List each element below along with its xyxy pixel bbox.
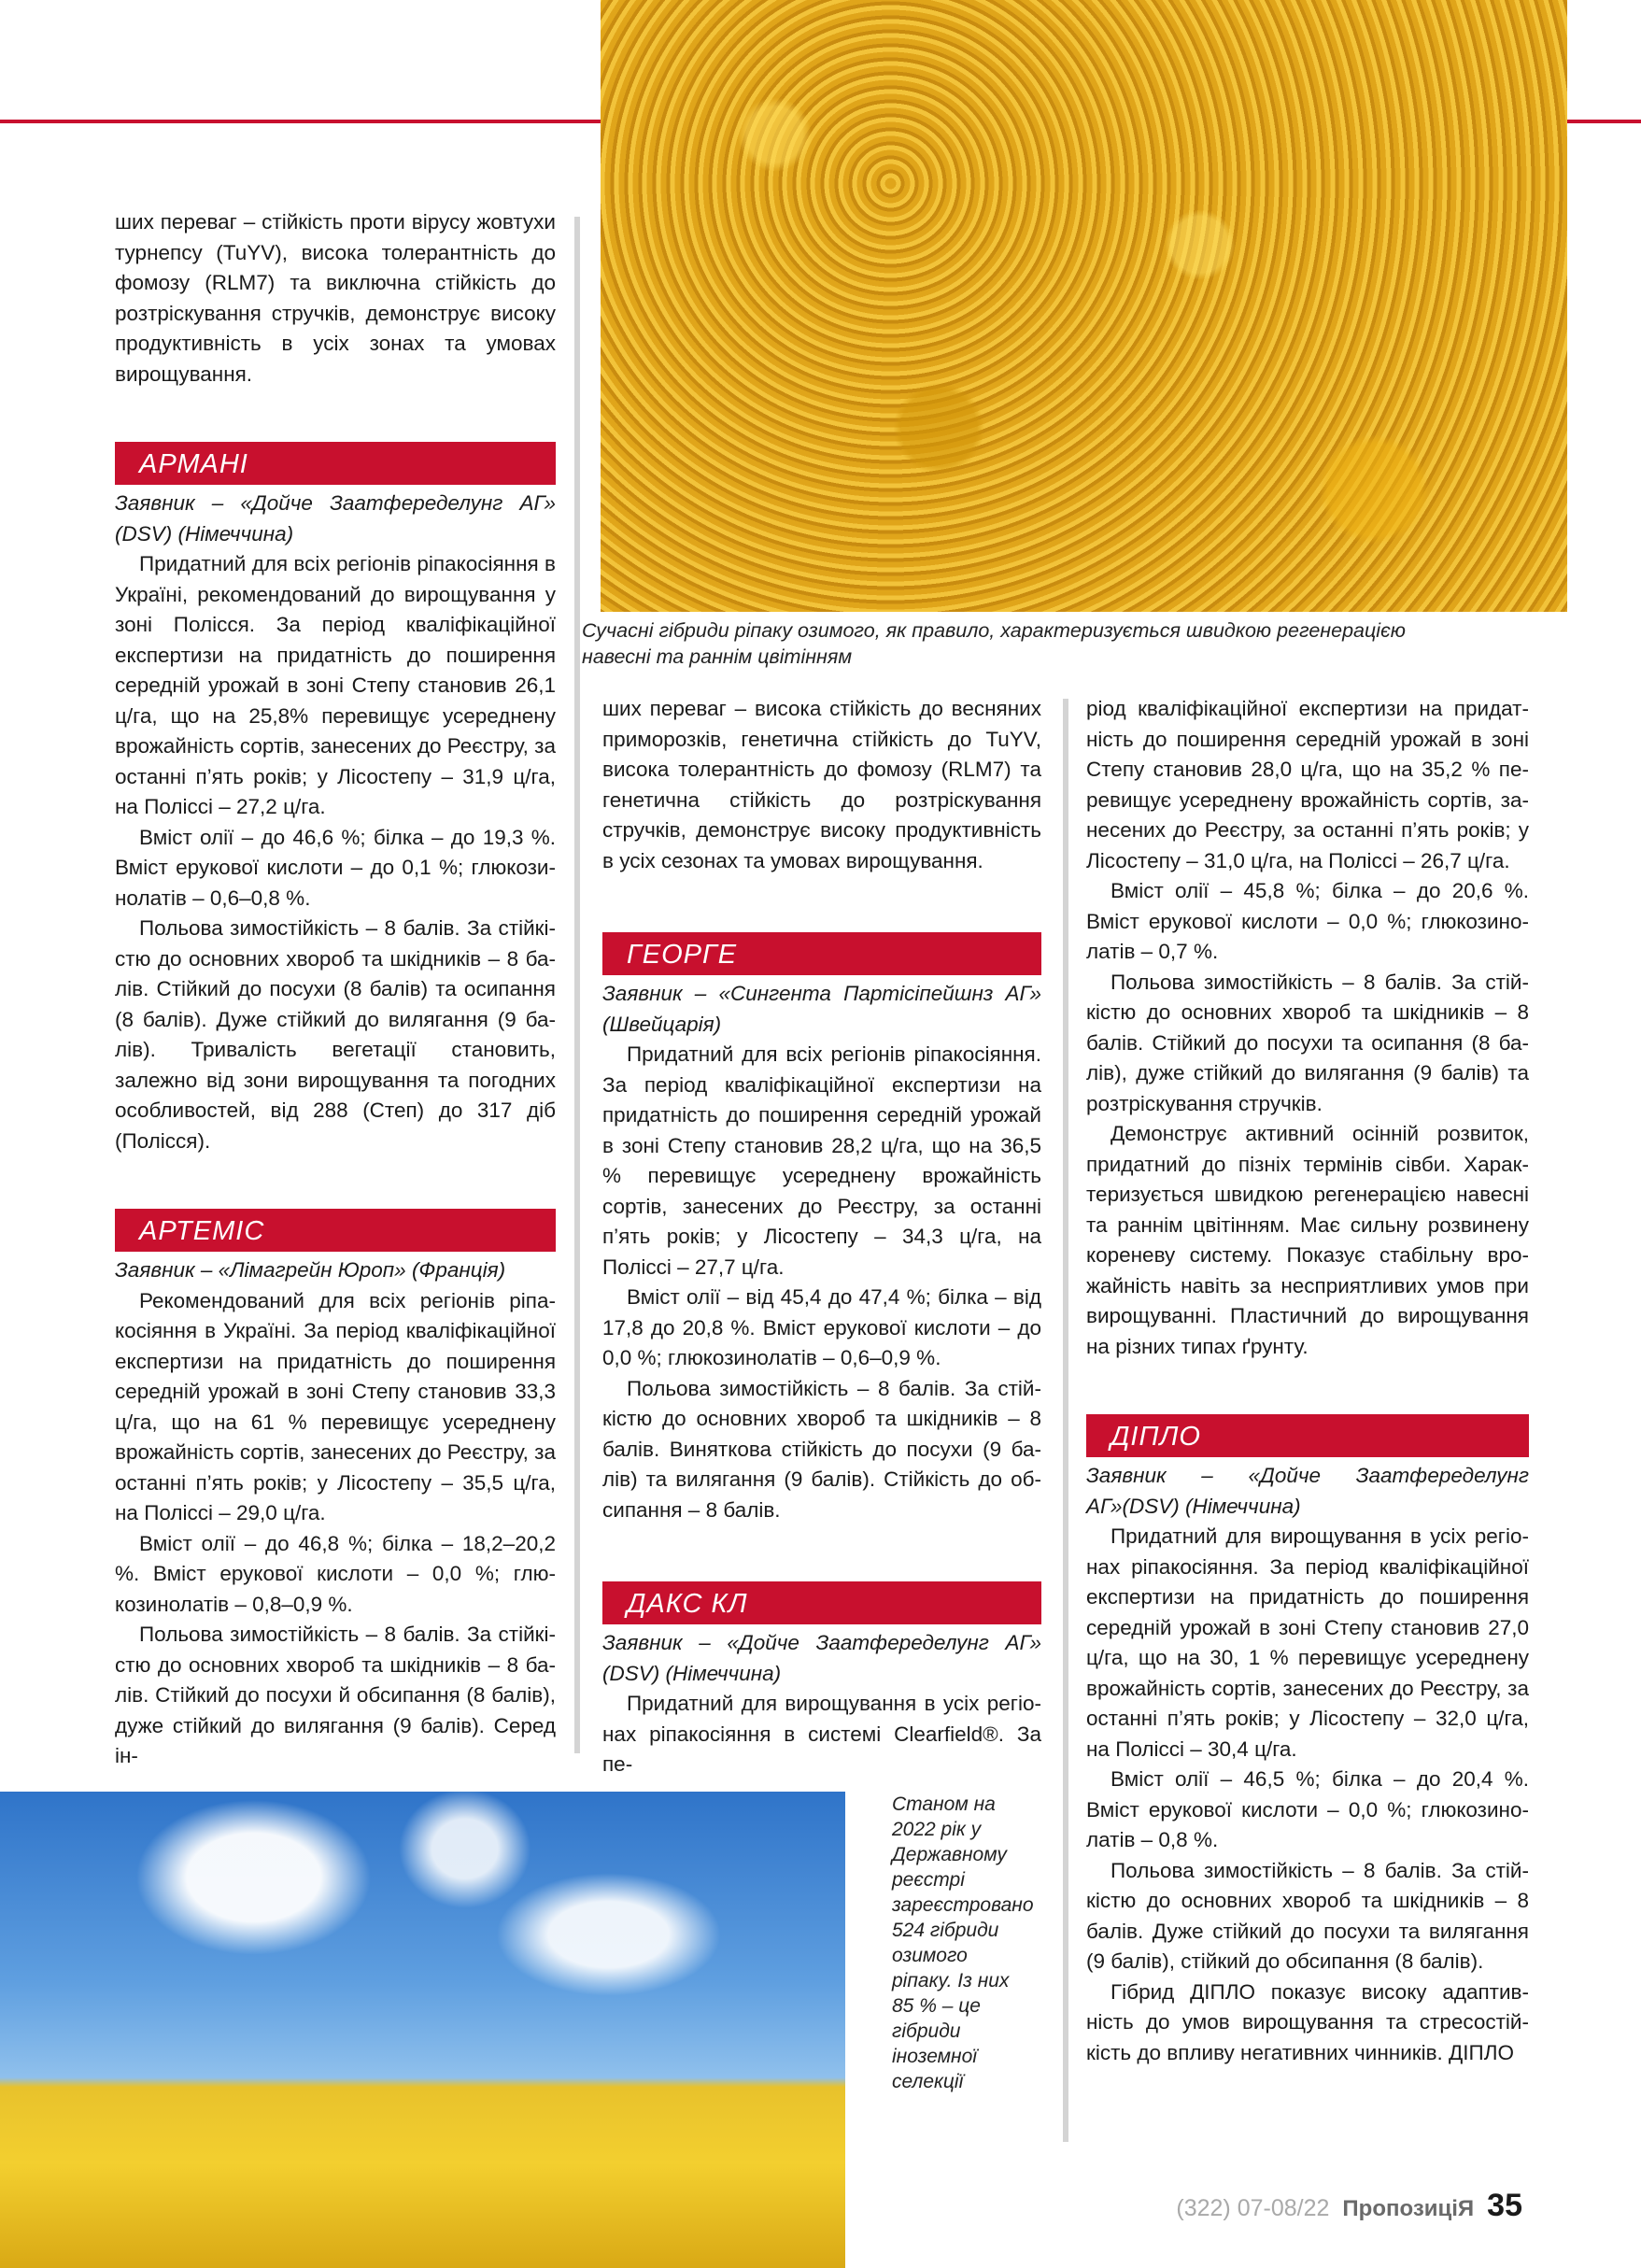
header-rule-left — [0, 120, 601, 123]
section-heading-artemis: АРТЕМІС — [115, 1209, 556, 1252]
side-note: Станом на 2022 рік у Державному реєстрі зареєстровано 524 гібриди озимого ріпаку. Із них 85 % – це гібриди іноземної селекції — [892, 1793, 1034, 2092]
rapeseed-sky-photo — [0, 1792, 845, 2268]
paragraph: Польова зимостійкість – 8 балів. За стійкістю до основних хвороб та шкідників – 8 балів. Дуже стійкий до посухи та вилягання (9 балів), стійкий до обсипання (8 балів). — [1086, 1858, 1529, 1973]
continued-text: ріод кваліфікаційної експертизи на придатність до поширення середній урожай в зоні Степу становив 28,0 ц/га, що на 35,2 % перевищує усереднену врожайність сортів, занесених до Реєстру, за останні п’ять років; у Лісостепу – 31,0 ц/га, на Поліссі – 26,7 ц/га. — [1086, 697, 1529, 872]
paragraph: Вміст олії – від 45,4 до 47,4 %; білка – від 17,8 до 20,8 %. Вміст ерукової кислоти – до 0,0 %; глюкозинолатів – 0,6–0,9 %. — [602, 1285, 1041, 1369]
magazine-logo: ПропозиціЯ — [1342, 2196, 1475, 2221]
continued-text: ших переваг – стійкість проти вірусу жовтухи турнепсу (TuYV), висока толерантність до фомозу (RLM7) та виключна стійкість до розтріскування стручків, демонструє високу продуктивність в усіх зонах та умовах вирощування. — [115, 210, 556, 386]
rapeseed-field-photo — [601, 0, 1567, 612]
column-rule-3 — [1063, 699, 1068, 2142]
paragraph: Вміст олії – 45,8 %; білка – до 20,6 %. Вміст ерукової кислоти – 0,0 %; глюкозинолатів – 0,7 %. — [1086, 879, 1529, 963]
paragraph: Демонструє активний осінній розвиток, придатний до пізніх термінів сівби. Характеризується швидкою регенерацією навесні та раннім цвітінням. Має сильну розвинену кореневу систему. Показує стабільну врожайність навіть за несприятливих умов при вирощуванні. Пластичний до вирощування на різних типах ґрунту. — [1086, 1122, 1529, 1358]
section-heading-george: ГЕОРГЕ — [602, 932, 1041, 975]
page-footer — [1176, 2188, 1522, 2225]
column-rule-1 — [574, 217, 580, 1753]
column-2 — [602, 694, 1041, 1780]
paragraph: Вміст олії – 46,5 %; білка – до 20,4 %. Вміст ерукової кислоти – 0,0 %; глюкозинолатів – 0,8 %. — [1086, 1767, 1529, 1851]
paragraph: Польова зимостійкість – 8 балів. За стійкістю до основних хвороб та шкідників – 8 балів. Стійкий до посухи (8 балів) та осипання (8 балів). Дуже стійкий до вилягання (9 балів). Тривалість вегетації становить, залежно від зони вирощування та погодних особливостей, від 288 (Степ) до 317 діб (Полісся). — [115, 916, 556, 1153]
page-number: 35 — [1487, 2188, 1522, 2223]
section-heading-dax: ДАКС КЛ — [602, 1581, 1041, 1624]
section-heading-armani: АРМАНІ — [115, 442, 556, 485]
paragraph: Вміст олії – до 46,6 %; білка – до 19,3 %. Вміст ерукової кислоти – до 0,1 %; глюкозинолатів – 0,6–0,8 %. — [115, 825, 556, 910]
issue-number: (322) 07-08/22 — [1176, 2195, 1330, 2221]
section-heading-diplo: ДІПЛО — [1086, 1414, 1529, 1457]
column-3 — [1086, 694, 1529, 2068]
paragraph: Гібрид ДІПЛО показує високу адаптивність до умов вирощування та стресостійкість до впливу негативних чинників. ДІПЛО — [1086, 1979, 1529, 2064]
applicant-diplo: Заявник – «Дойче Заатфеределунг АГ»(DSV) (Німеччина) — [1086, 1464, 1529, 1518]
header-rule-right — [1567, 120, 1641, 123]
paragraph: Польова зимостійкість – 8 балів. За стійкістю до основних хвороб та шкідників – 8 балів. Виняткова стійкість до посухи (9 балів) та вилягання (9 балів). Стійкість до обсипання – 8 балів. — [602, 1376, 1041, 1522]
paragraph: Вміст олії – до 46,8 %; білка – 18,2–20,2 %. Вміст ерукової кислоти – 0,0 %; глюкозинолатів – 0,8–0,9 %. — [115, 1531, 556, 1616]
continued-text: ших переваг – висока стійкість до весняних приморозків, генетична стійкість до TuYV, висока толерантність до фомозу (RLM7) та генетична стійкість до розтріскування стручків, демонструє високу продуктивність в усіх сезонах та умовах вирощування. — [602, 697, 1041, 872]
paragraph: Придатний для всіх регіонів ріпакосіяння. За період кваліфікаційної експертизи на придатність до поширення середній урожай в зоні Степу становив 28,2 ц/га, що на 36,5 % перевищує усереднену врожайність сортів, занесених до Реєстру, за останні п’ять років; у Лісостепу – 34,3 ц/га, на Поліссі – 27,7 ц/га. — [602, 1042, 1041, 1279]
paragraph: Рекомендований для всіх регіонів ріпакосіяння в Україні. За період кваліфікаційної експертизи на придатність до поширення середній урожай в зоні Степу становив 33,3 ц/га, що на 61 % перевищує усереднену врожайність сортів, занесених до Реєстру, за останні п’ять років; у Лісостепу – 35,5 ц/га, на Поліссі – 29,0 ц/га. — [115, 1288, 556, 1524]
paragraph: Придатний для вирощування в усіх регіонах ріпакосіяння. За період кваліфікаційної експертизи на придатність до поширення середній урожай в зоні Степу становив 27,0 ц/га, що на 30, 1 % перевищує усереднену врожайність сортів, занесених до Реєстру, за останні п’ять років; у Лісостепу – 32,0 ц/га, на Поліссі – 30,4 ц/га. — [1086, 1524, 1529, 1761]
applicant-dax: Заявник – «Дойче Заатфеределунг АГ» (DSV) (Німеччина) — [602, 1631, 1041, 1685]
paragraph: Придатний для всіх регіонів ріпакосіяння в Україні, рекомендований до вирощування у зоні Полісся. За період кваліфікаційної експертизи на придатність до поширення середній урожай в зоні Степу становив 26,1 ц/га, що на 25,8% перевищує усереднену врожайність сортів, занесених до Реєстру, за останні п’ять років; у Лісостепу – 31,9 ц/га, на Поліссі – 27,2 ц/га. — [115, 552, 556, 818]
paragraph: Придатний для вирощування в усіх регіонах ріпакосіяння в системі Clearfield®. За пе- — [602, 1692, 1041, 1776]
column-1 — [115, 207, 556, 1772]
applicant-armani: Заявник – «Дойче Заатфеределунг АГ» (DSV) (Німеччина) — [115, 491, 556, 546]
applicant-george: Заявник – «Сингента Партісіпейшнз АГ» (Швейцарія) — [602, 982, 1041, 1036]
applicant-artemis: Заявник – «Лімагрейн Юроп» (Франція) — [115, 1258, 506, 1282]
paragraph: Польова зимостійкість – 8 балів. За стійкістю до основних хвороб та шкідників – 8 балів. Стійкий до посухи та осипання (8 балів), дуже стійкий до вилягання (9 балів) та розтріскування стручків. — [1086, 970, 1529, 1115]
photo-caption: Сучасні гібриди ріпаку озимого, як правило, характеризується швидкою регенерацією навесні та раннім цвітінням — [582, 619, 1406, 668]
paragraph: Польова зимостійкість – 8 балів. За стійкістю до основних хвороб та шкідників – 8 балів. Стійкий до посухи й обсипання (8 балів), дуже стійкий до вилягання (9 балів). Серед ін- — [115, 1623, 556, 1767]
